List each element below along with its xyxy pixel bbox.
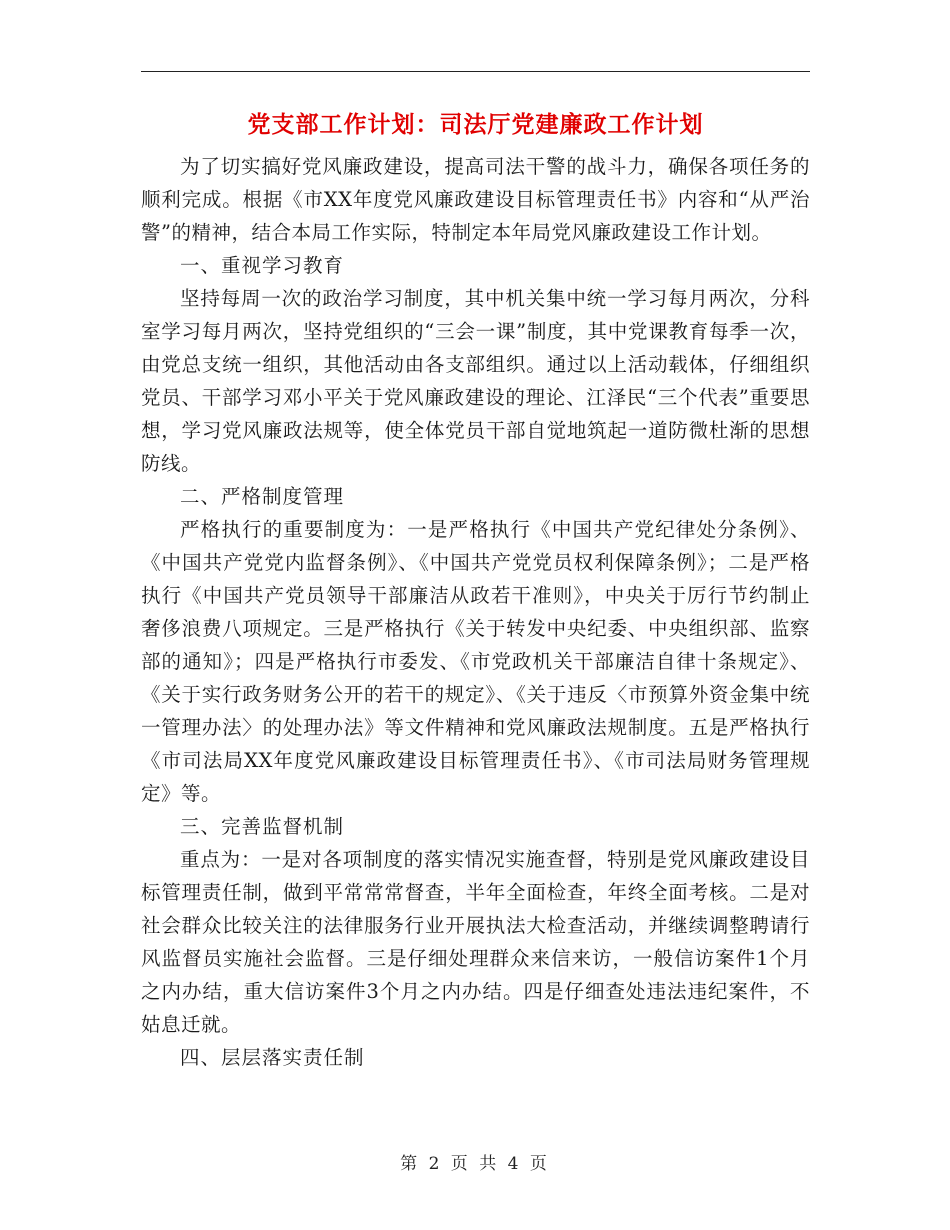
section-body-3: 重点为：一是对各项制度的落实情况实施查督，特别是党风廉政建设目标管理责任制，做到平常常常督查，半年全面检查，年终全面考核。二是对社会群众比较关注的法律服务行业开展执法大检查活动，并继续调整聘请行风监督员实施社会监督。三是仔细处理群众来信来访，一般信访案件1个月之内办结，重大信访案件3个月之内办结。四是仔细查处违法违纪案件，不姑息迁就。 [141, 848, 810, 1036]
page-number-footer: 第 2 页 共 4 页 [400, 1154, 550, 1174]
section-body-1: 坚持每周一次的政治学习制度，其中机关集中统一学习每月两次，分科室学习每月两次，坚持党组织的“三会一课”制度，其中党课教育每季一次，由党总支统一组织，其他活动由各支部组织。通过以上活动载体，仔细组织党员、干部学习邓小平关于党风廉政建设的理论、江泽民“三个代表”重要思想，学习党风廉政法规等，使全体党员干部自觉地筑起一道防微杜渐的思想防线。 [141, 287, 810, 475]
section-heading-3: 三、完善监督机制 [180, 815, 345, 838]
section-body-2: 严格执行的重要制度为：一是严格执行《中国共产党纪律处分条例》、《中国共产党党内监督条例》、《中国共产党党员权利保障条例》；二是严格执行《中国共产党员领导干部廉洁从政若干准则》，中央关于厉行节约制止奢侈浪费八项规定。三是严格执行《关于转发中央纪委、中央组织部、监察部的通知》；四是严格执行市委发、《市党政机关干部廉洁自律十条规定》、《关于实行政务财务公开的若干的规定》、《关于违反〈市预算外资金集中统一管理办法〉的处理办法》等文件精神和党风廉政法规制度。五是严格执行《市司法局XX年度党风廉政建设目标管理责任书》、《市司法局财务管理规定》等。 [141, 518, 810, 805]
document-body [141, 150, 810, 1074]
section-heading-4: 四、层层落实责任制 [180, 1046, 365, 1069]
intro-paragraph: 为了切实搞好党风廉政建设，提高司法干警的战斗力，确保各项任务的顺利完成。根据《市XX年度党风廉政建设目标管理责任书》内容和“从严治警”的精神，结合本局工作实际，特制定本年局党风廉政建设工作计划。 [141, 155, 810, 244]
header-rule [141, 71, 810, 72]
section-heading-1: 一、重视学习教育 [180, 254, 345, 277]
section-heading-2: 二、严格制度管理 [180, 485, 345, 508]
document-title: 党支部工作计划：司法厅党建廉政工作计划 [247, 111, 704, 138]
